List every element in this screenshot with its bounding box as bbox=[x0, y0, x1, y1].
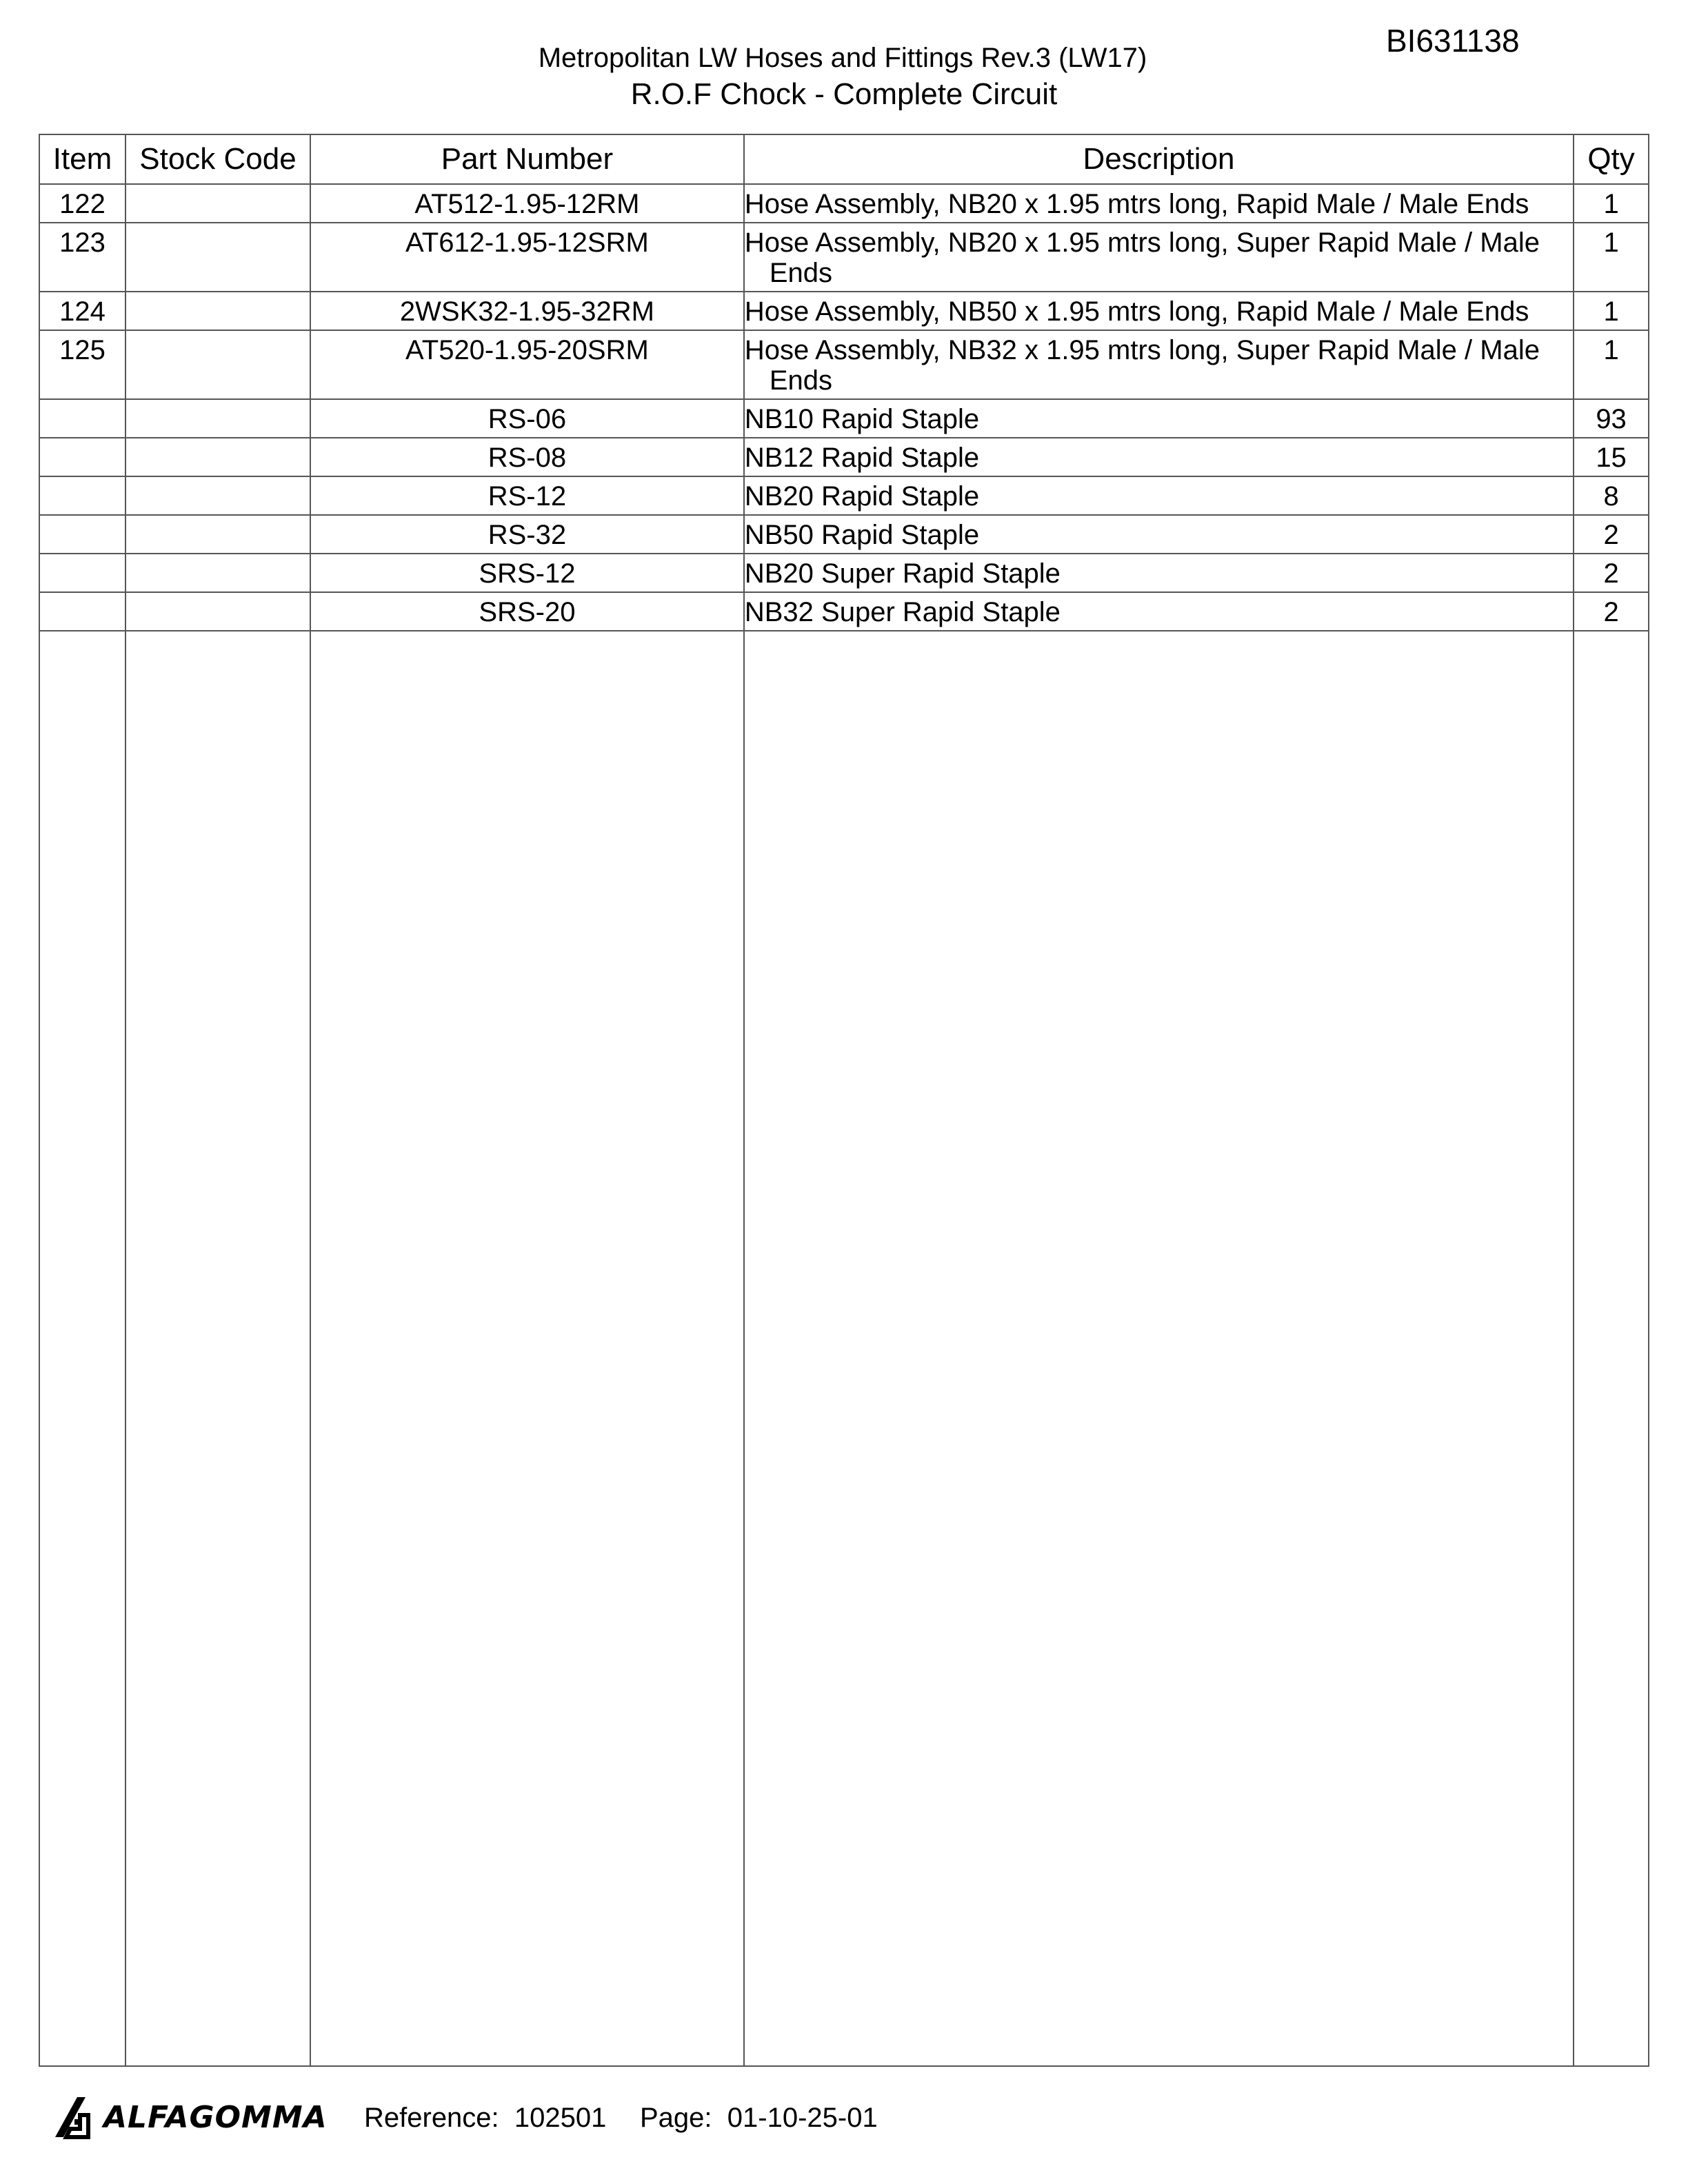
cell-stock-code bbox=[125, 184, 310, 223]
description-continuation: Ends bbox=[769, 365, 833, 396]
cell-item bbox=[39, 515, 125, 554]
cell-stock-code bbox=[125, 223, 310, 292]
cell-qty: 1 bbox=[1574, 184, 1649, 223]
cell-part-number: RS-08 bbox=[310, 438, 744, 476]
cell-stock-code bbox=[125, 292, 310, 330]
cell-item bbox=[39, 399, 125, 438]
description-continuation: Ends bbox=[769, 258, 833, 288]
table-row bbox=[39, 292, 1649, 330]
cell-stock-code bbox=[125, 399, 310, 438]
document-title bbox=[0, 43, 1688, 74]
cell-part-number: RS-06 bbox=[310, 399, 744, 438]
page-footer bbox=[50, 2094, 1636, 2143]
table-header-row bbox=[39, 134, 1649, 184]
description-text: Hose Assembly, NB20 x 1.95 mtrs long, Super Rapid Male / Male bbox=[744, 228, 1540, 258]
alfagomma-logo-mark-icon bbox=[50, 2094, 94, 2140]
cell-part-number: RS-32 bbox=[310, 515, 744, 554]
cell-qty: 8 bbox=[1574, 476, 1649, 515]
description-text: NB50 Rapid Staple bbox=[744, 520, 980, 550]
cell-qty: 1 bbox=[1574, 292, 1649, 330]
table-row bbox=[39, 592, 1649, 631]
cell-qty: 15 bbox=[1574, 438, 1649, 476]
page-label: Page: bbox=[640, 2103, 712, 2133]
description-text: NB10 Rapid Staple bbox=[744, 404, 980, 434]
column-header-qty: Qty bbox=[1574, 134, 1649, 184]
description-text: Hose Assembly, NB50 x 1.95 mtrs long, Rapid Male / Male Ends bbox=[744, 296, 1529, 327]
cell-item: 123 bbox=[39, 223, 125, 292]
page-number bbox=[640, 2103, 878, 2134]
cell-item: 122 bbox=[39, 184, 125, 223]
table-row bbox=[39, 223, 1649, 292]
table-row bbox=[39, 554, 1649, 592]
cell-part-number: 2WSK32-1.95-32RM bbox=[310, 292, 744, 330]
cell-part-number: RS-12 bbox=[310, 476, 744, 515]
description-text: NB12 Rapid Staple bbox=[744, 443, 980, 473]
cell-stock-code bbox=[125, 515, 310, 554]
description-text: NB32 Super Rapid Staple bbox=[744, 597, 1061, 627]
page-value: 01-10-25-01 bbox=[727, 2103, 878, 2133]
cell-part-number: AT612-1.95-12SRM bbox=[310, 223, 744, 292]
column-header-stock-code: Stock Code bbox=[125, 134, 310, 184]
cell-qty: 2 bbox=[1574, 554, 1649, 592]
filler-cell bbox=[39, 631, 125, 2066]
cell-description bbox=[744, 554, 1574, 592]
cell-item: 125 bbox=[39, 330, 125, 399]
document-title-text: Metropolitan LW Hoses and Fittings Rev.3 (LW17) bbox=[538, 43, 1147, 73]
filler-cell bbox=[310, 631, 744, 2066]
column-header-part-number: Part Number bbox=[310, 134, 744, 184]
cell-description bbox=[744, 330, 1574, 399]
filler-cell bbox=[1574, 631, 1649, 2066]
cell-item bbox=[39, 554, 125, 592]
cell-description bbox=[744, 184, 1574, 223]
reference bbox=[364, 2103, 606, 2134]
description-text: Hose Assembly, NB32 x 1.95 mtrs long, Super Rapid Male / Male bbox=[744, 335, 1540, 365]
reference-label: Reference: bbox=[364, 2103, 499, 2133]
table-row bbox=[39, 184, 1649, 223]
cell-stock-code bbox=[125, 554, 310, 592]
description-text: Hose Assembly, NB20 x 1.95 mtrs long, Rapid Male / Male Ends bbox=[744, 189, 1529, 219]
filler-cell bbox=[125, 631, 310, 2066]
cell-qty: 1 bbox=[1574, 330, 1649, 399]
cell-stock-code bbox=[125, 476, 310, 515]
column-header-item: Item bbox=[39, 134, 125, 184]
cell-item bbox=[39, 592, 125, 631]
cell-description bbox=[744, 592, 1574, 631]
document-id: BI631138 bbox=[1386, 23, 1520, 59]
cell-part-number: AT520-1.95-20SRM bbox=[310, 330, 744, 399]
cell-description bbox=[744, 438, 1574, 476]
parts-table bbox=[39, 134, 1649, 2067]
table-filler-row bbox=[39, 631, 1649, 2066]
cell-qty: 1 bbox=[1574, 223, 1649, 292]
cell-item: 124 bbox=[39, 292, 125, 330]
cell-description bbox=[744, 476, 1574, 515]
cell-description bbox=[744, 399, 1574, 438]
cell-part-number: SRS-12 bbox=[310, 554, 744, 592]
filler-cell bbox=[744, 631, 1574, 2066]
cell-part-number: SRS-20 bbox=[310, 592, 744, 631]
cell-description bbox=[744, 223, 1574, 292]
cell-stock-code bbox=[125, 330, 310, 399]
cell-qty: 2 bbox=[1574, 515, 1649, 554]
logo-text: ALFAGOMMA bbox=[103, 2099, 328, 2135]
cell-description bbox=[744, 292, 1574, 330]
cell-stock-code bbox=[125, 592, 310, 631]
cell-qty: 2 bbox=[1574, 592, 1649, 631]
cell-item bbox=[39, 438, 125, 476]
cell-qty: 93 bbox=[1574, 399, 1649, 438]
description-text: NB20 Rapid Staple bbox=[744, 481, 980, 512]
table-row bbox=[39, 476, 1649, 515]
table-row bbox=[39, 515, 1649, 554]
alfagomma-logo bbox=[50, 2094, 328, 2140]
reference-value: 102501 bbox=[514, 2103, 607, 2133]
cell-part-number: AT512-1.95-12RM bbox=[310, 184, 744, 223]
cell-stock-code bbox=[125, 438, 310, 476]
cell-item bbox=[39, 476, 125, 515]
cell-description bbox=[744, 515, 1574, 554]
description-text: NB20 Super Rapid Staple bbox=[744, 558, 1061, 589]
table-row bbox=[39, 399, 1649, 438]
table-row bbox=[39, 330, 1649, 399]
column-header-description: Description bbox=[744, 134, 1574, 184]
table-row bbox=[39, 438, 1649, 476]
document-subtitle: R.O.F Chock - Complete Circuit bbox=[630, 77, 1058, 111]
